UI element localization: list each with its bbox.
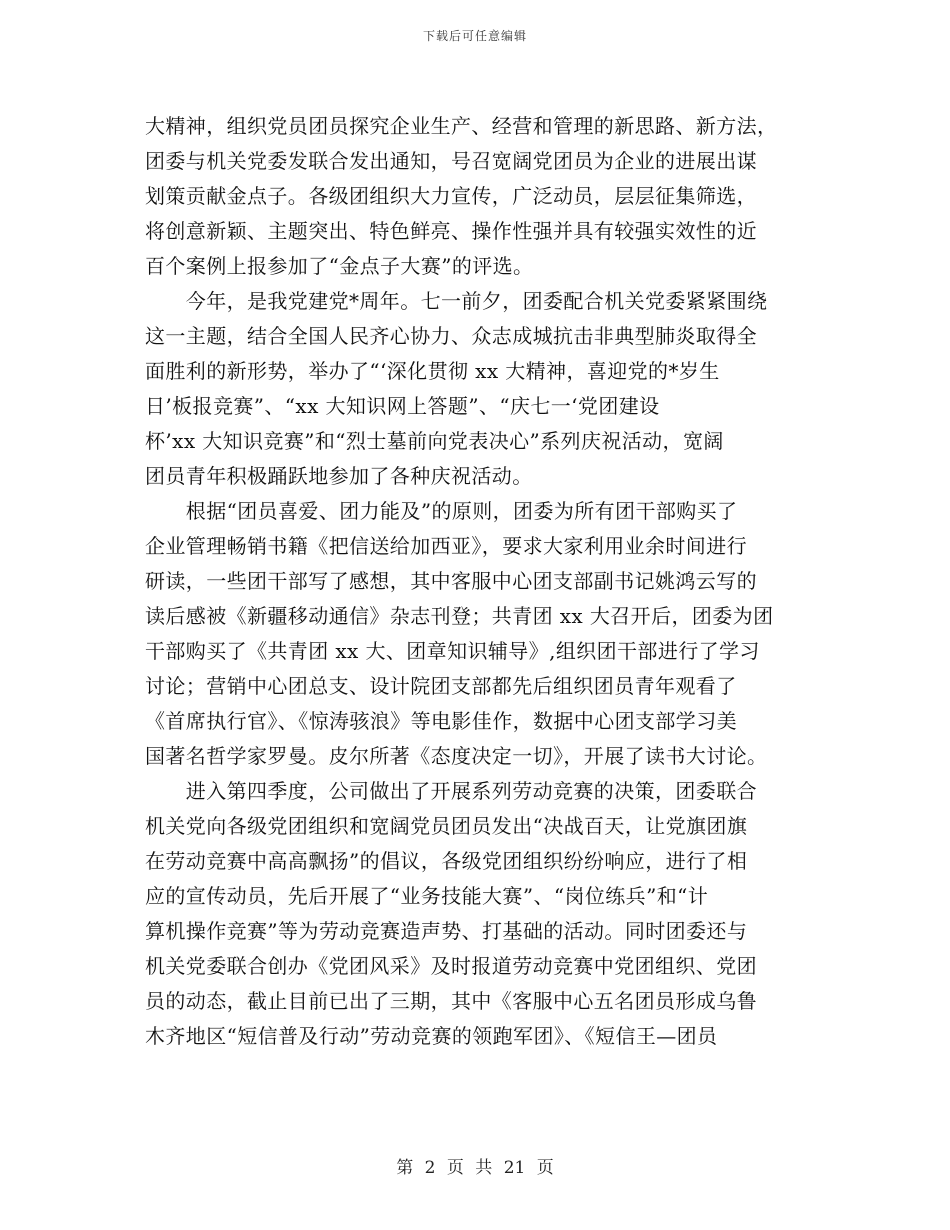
text-line: 读后感被《新疆移动通信》杂志刊登；共青团 xx 大召开后，团委为团 <box>145 604 774 628</box>
text-line: 木齐地区“短信普及行动”劳动竞赛的领跑军团》、《短信王—团员 <box>145 1024 718 1048</box>
text-line: 杯’xx 大知识竞赛”和“烈士墓前向党表决心”系列庆祝活动，宽阔 <box>145 429 724 453</box>
text-line: 进入第四季度，公司做出了开展系列劳动竞赛的决策，团委联合 <box>145 779 757 803</box>
text-line: 干部购买了《共青团 xx 大、团章知识辅导》,组织团干部进行了学习 <box>145 639 760 663</box>
text-line: 应的宣传动员，先后开展了“业务技能大赛”、“岗位练兵”和“计 <box>145 884 709 908</box>
text-line: 划策贡献金点子。各级团组织大力宣传，广泛动员，层层征集筛选， <box>145 184 757 208</box>
text-line: 员的动态，截止目前已出了三期，其中《客服中心五名团员形成乌鲁 <box>145 989 757 1013</box>
page-header-note: 下载后可任意编辑 <box>422 29 527 43</box>
text-line: 日’板报竞赛”、“xx 大知识网上答题”、“庆七一‘党团建设 <box>145 394 660 418</box>
text-line: 面胜利的新形势，举办了“‘深化贯彻 xx 大精神，喜迎党的*岁生 <box>145 359 720 383</box>
text-line: 机关党向各级党团组织和宽阔党员团员发出“决战百天，让党旗团旗 <box>145 814 748 838</box>
text-line: 《首席执行官》、《惊涛骇浪》等电影佳作，数据中心团支部学习美 <box>145 709 737 733</box>
text-line: 大精神，组织党员团员探究企业生产、经营和管理的新思路、新方法， <box>145 114 778 138</box>
text-line: 国著名哲学家罗曼。皮尔所著《态度决定一切》，开展了读书大讨论。 <box>145 744 768 768</box>
page-number-footer: 第 2 页 共 21 页 <box>396 1158 554 1178</box>
text-line: 百个案例上报参加了“金点子大赛”的评选。 <box>145 254 534 278</box>
document-body <box>145 109 805 1054</box>
text-line: 团委与机关党委发联合发出通知，号召宽阔党团员为企业的进展出谋 <box>145 149 757 173</box>
text-line: 算机操作竞赛”等为劳动竞赛造声势、打基础的活动。同时团委还与 <box>145 919 748 943</box>
text-line: 这一主题，结合全国人民齐心协力、众志成城抗击非典型肺炎取得全 <box>145 324 757 348</box>
text-line: 将创意新颖、主题突出、特色鲜亮、操作性强并具有较强实效性的近 <box>145 219 757 243</box>
text-line: 讨论；营销中心团总支、设计院团支部都先后组织团员青年观看了 <box>145 674 737 698</box>
text-line: 在劳动竞赛中高高飘扬”的倡议，各级党团组织纷纷响应，进行了相 <box>145 849 748 873</box>
text-line: 今年，是我党建党*周年。七一前夕，团委配合机关党委紧紧围绕 <box>145 289 768 313</box>
text-line: 研读，一些团干部写了感想，其中客服中心团支部副书记姚鸿云写的 <box>145 569 757 593</box>
text-line: 企业管理畅销书籍《把信送给加西亚》，要求大家利用业余时间进行 <box>145 534 747 558</box>
text-line: 团员青年积极踊跃地参加了各种庆祝活动。 <box>145 464 533 488</box>
text-line: 根据“团员喜爱、团力能及”的原则，团委为所有团干部购买了 <box>145 499 738 523</box>
text-line: 机关党委联合创办《党团风采》及时报道劳动竞赛中党团组织、党团 <box>145 954 757 978</box>
